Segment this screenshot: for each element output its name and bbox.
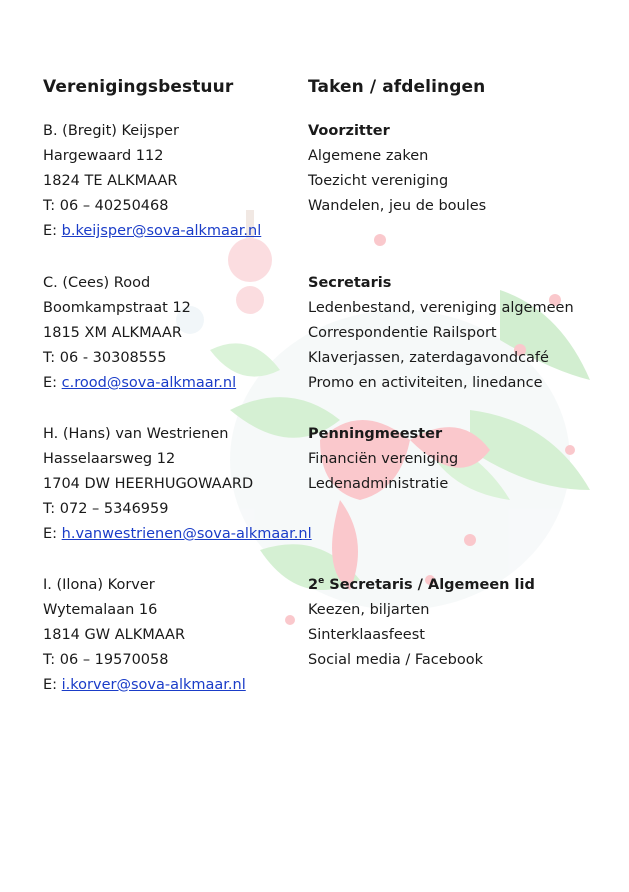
member-street: Hasselaarsweg 12 (43, 451, 176, 467)
task-item: Promo en activiteiten, linedance (308, 375, 543, 391)
member-phone: T: 06 – 19570058 (43, 652, 169, 668)
member-phone: T: 06 - 30308555 (43, 350, 167, 366)
member-role (308, 576, 535, 594)
email-prefix: E: (43, 223, 62, 239)
tasks-heading: Taken / afdelingen (308, 77, 486, 97)
member-name: B. (Bregit) Keijsper (43, 123, 179, 139)
member-role: Secretaris (308, 275, 392, 291)
member-email-row (43, 676, 246, 694)
member-phone: T: 06 – 40250468 (43, 198, 169, 214)
member-role: Penningmeester (308, 426, 443, 442)
task-item: Financiën vereniging (308, 451, 459, 467)
member-city: 1814 GW ALKMAAR (43, 627, 186, 643)
member-name: H. (Hans) van Westrienen (43, 426, 229, 442)
member-email-row (43, 222, 261, 240)
column-headers (0, 77, 629, 97)
member-phone: T: 072 – 5346959 (43, 501, 169, 517)
task-item: Ledenbestand, vereniging algemeen (308, 300, 574, 316)
email-prefix: E: (43, 375, 62, 391)
task-item: Social media / Facebook (308, 652, 483, 668)
member-email-link[interactable]: b.keijsper@sova-alkmaar.nl (61, 223, 262, 239)
member-street: Wytemalaan 16 (43, 602, 158, 618)
member-name: C. (Cees) Rood (43, 275, 151, 291)
email-prefix: E: (43, 677, 62, 693)
task-item: Ledenadministratie (308, 476, 449, 492)
task-item: Sinterklaasfeest (308, 627, 425, 643)
task-item: Keezen, biljarten (308, 602, 430, 618)
task-item: Toezicht vereniging (308, 173, 449, 189)
task-item: Klaverjassen, zaterdagavondcafé (308, 350, 549, 366)
member-street: Boomkampstraat 12 (43, 300, 191, 316)
member-email-row (43, 374, 236, 392)
role-title: Secretaris / Algemeen lid (324, 577, 535, 593)
member-role: Voorzitter (308, 123, 390, 139)
task-item: Wandelen, jeu de boules (308, 198, 487, 214)
member-name: I. (Ilona) Korver (43, 577, 155, 593)
member-city: 1704 DW HEERHUGOWAARD (43, 476, 254, 492)
member-email-link[interactable]: i.korver@sova-alkmaar.nl (61, 677, 246, 693)
role-ordinal-suffix: e (318, 576, 325, 586)
role-number: 2 (308, 577, 319, 593)
task-item: Correspondentie Railsport (308, 325, 497, 341)
task-item: Algemene zaken (308, 148, 429, 164)
member-email-link[interactable]: h.vanwestrienen@sova-alkmaar.nl (61, 526, 312, 542)
member-city: 1815 XM ALKMAAR (43, 325, 182, 341)
member-street: Hargewaard 112 (43, 148, 164, 164)
board-heading: Verenigingsbestuur (43, 77, 234, 97)
email-prefix: E: (43, 526, 62, 542)
member-email-link[interactable]: c.rood@sova-alkmaar.nl (61, 375, 237, 391)
member-email-row (43, 525, 312, 543)
member-city: 1824 TE ALKMAAR (43, 173, 178, 189)
